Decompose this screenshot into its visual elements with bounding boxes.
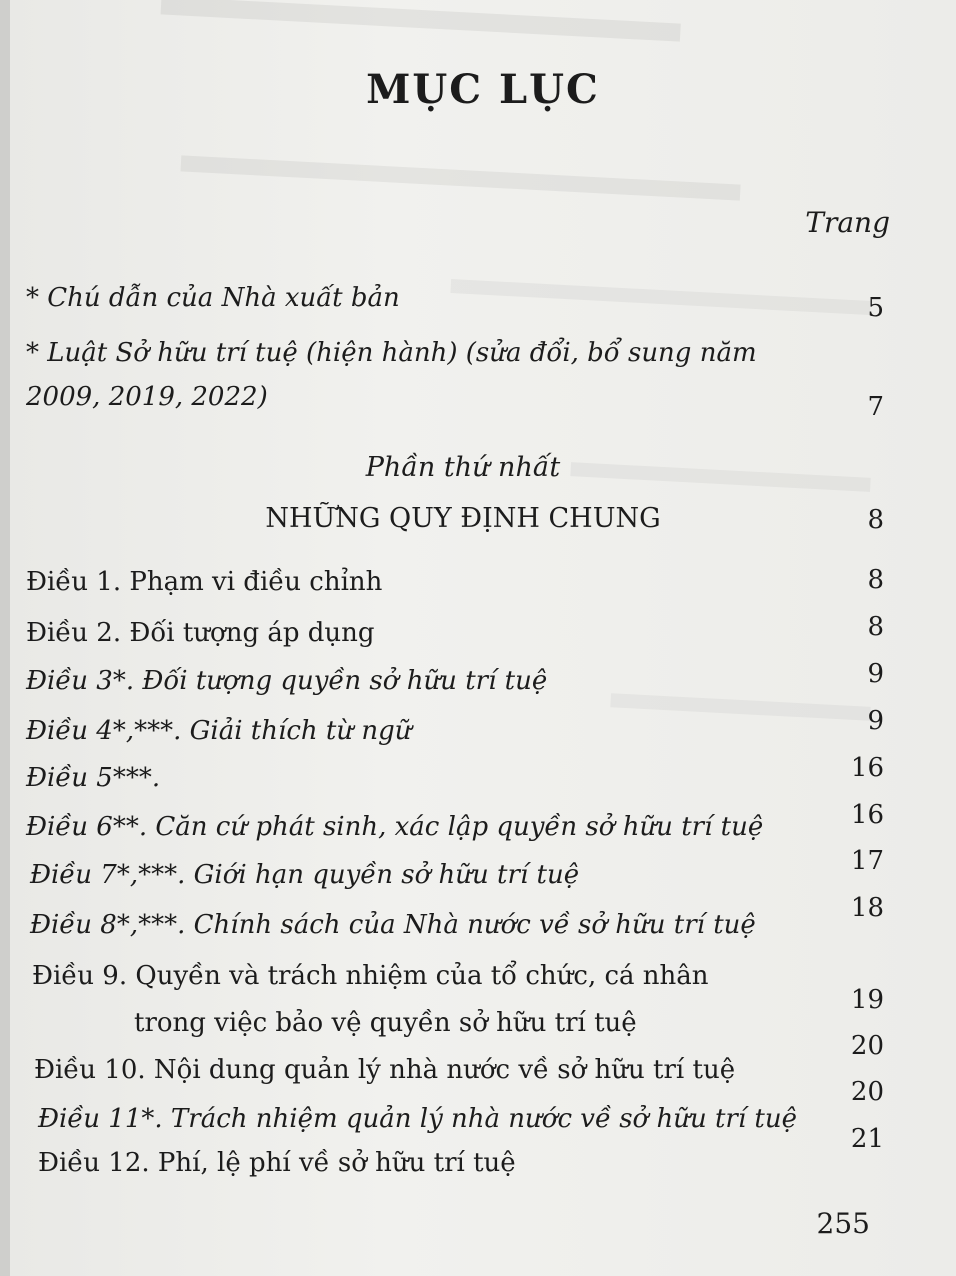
toc-page-number: 20 xyxy=(850,1031,884,1061)
toc-entry-article-11: Điều 11*. Trách nhiệm quản lý nhà nước về sở hữu trí tuệ xyxy=(38,1104,798,1134)
toc-entry-article-7: Điều 7*,***. Giới hạn quyền sở hữu trí tuệ xyxy=(30,860,580,890)
toc-page-number: 8 xyxy=(867,612,884,642)
toc-page-number: 19 xyxy=(850,985,884,1015)
toc-page-number: 17 xyxy=(850,846,884,876)
toc-entry-article-2: Điều 2. Đối tượng áp dụng xyxy=(26,618,375,648)
toc-entry-law-line2: 2009, 2019, 2022) xyxy=(26,382,268,412)
bleed-through-line xyxy=(179,155,740,222)
toc-entry-article-3: Điều 3*. Đối tượng quyền sở hữu trí tuệ xyxy=(26,666,548,696)
toc-entry-article-10: Điều 10. Nội dung quản lý nhà nước về sở hữu trí tuệ xyxy=(34,1055,736,1085)
toc-entry-article-5: Điều 5***. xyxy=(26,763,161,793)
toc-entry-article-9-line2: trong việc bảo vệ quyền sở hữu trí tuệ xyxy=(134,1008,637,1038)
toc-page-number: 16 xyxy=(850,800,884,830)
part-label: Phần thứ nhất xyxy=(365,452,561,483)
toc-entry-article-1: Điều 1. Phạm vi điều chỉnh xyxy=(26,567,383,597)
toc-entry-article-9-line1: Điều 9. Quyền và trách nhiệm của tổ chức, cá nhân xyxy=(32,961,709,991)
toc-entry-article-8: Điều 8*,***. Chính sách của Nhà nước về sở hữu trí tuệ xyxy=(30,910,756,940)
toc-entry-article-12: Điều 12. Phí, lệ phí về sở hữu trí tuệ xyxy=(38,1148,516,1178)
book-page xyxy=(10,0,956,1276)
toc-entry-law-line1: * Luật Sở hữu trí tuệ (hiện hành) (sửa đổi, bổ sung năm xyxy=(26,338,757,368)
part-heading: NHỮNG QUY ĐỊNH CHUNG xyxy=(265,503,661,534)
toc-page-number: 9 xyxy=(867,706,884,736)
page-column-header: Trang xyxy=(805,206,890,239)
footer-page-number: 255 xyxy=(816,1207,870,1240)
toc-page-number: 21 xyxy=(850,1124,884,1154)
toc-page-number: 18 xyxy=(850,893,884,923)
toc-entry-article-4: Điều 4*,***. Giải thích từ ngữ xyxy=(26,716,412,746)
toc-page-number: 20 xyxy=(850,1077,884,1107)
toc-entry-publisher-note: * Chú dẫn của Nhà xuất bản xyxy=(26,283,400,313)
toc-page-number: 8 xyxy=(867,505,884,535)
page-title: MỤC LỤC xyxy=(366,66,600,113)
toc-page-number: 7 xyxy=(867,392,884,422)
toc-page-number: 9 xyxy=(867,659,884,689)
bleed-through-line xyxy=(159,0,681,68)
toc-page-number: 5 xyxy=(867,293,884,323)
toc-page-number: 16 xyxy=(850,753,884,783)
toc-page-number: 8 xyxy=(867,565,884,595)
toc-entry-article-6: Điều 6**. Căn cứ phát sinh, xác lập quyền sở hữu trí tuệ xyxy=(26,812,764,842)
